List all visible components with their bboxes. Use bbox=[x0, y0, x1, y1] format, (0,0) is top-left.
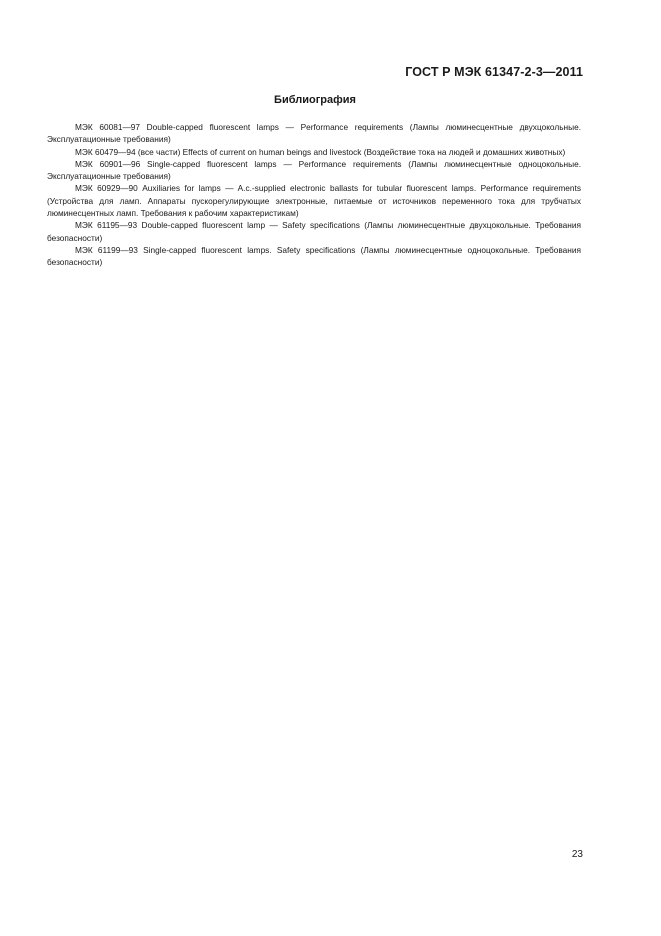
page-title: Библиография bbox=[274, 94, 356, 106]
bibliography-list bbox=[47, 121, 581, 269]
bibliography-entry: МЭК 60929—90 Auxiliaries for lamps — A.c.-supplied electronic ballasts for tubular fluorescent lamps. Performance requirements (Устройства для ламп. Аппараты пускорегулирующие электронные, питаемые от источников переменного тока для трубчатых люминесцентных ламп. Требования к рабочим характеристикам) bbox=[47, 183, 581, 219]
bibliography-entry: МЭК 61195—93 Double-capped fluorescent lamp — Safety specifications (Лампы люминесцентные двухцокольные. Требования безопасности) bbox=[47, 220, 581, 243]
standard-designation: ГОСТ Р МЭК 61347-2-3—2011 bbox=[405, 65, 583, 79]
bibliography-entry: МЭК 60479—94 (все части) Effects of current on human beings and livestock (Воздействие тока на людей и домашних животных) bbox=[75, 146, 566, 157]
page-number: 23 bbox=[571, 849, 583, 860]
bibliography-entry: МЭК 60081—97 Double-capped fluorescent lamps — Performance requirements (Лампы люминесцентные двухцокольные. Эксплуатационные требования) bbox=[47, 122, 581, 145]
bibliography-entry: МЭК 61199—93 Single-capped fluorescent lamps. Safety specifications (Лампы люминесцентные одноцокольные. Требования безопасности) bbox=[47, 244, 581, 268]
bibliography-entry: МЭК 60901—96 Single-capped fluorescent lamps — Performance requirements (Лампы люминесцентные одноцокольные. Эксплуатационные требования) bbox=[47, 158, 581, 182]
